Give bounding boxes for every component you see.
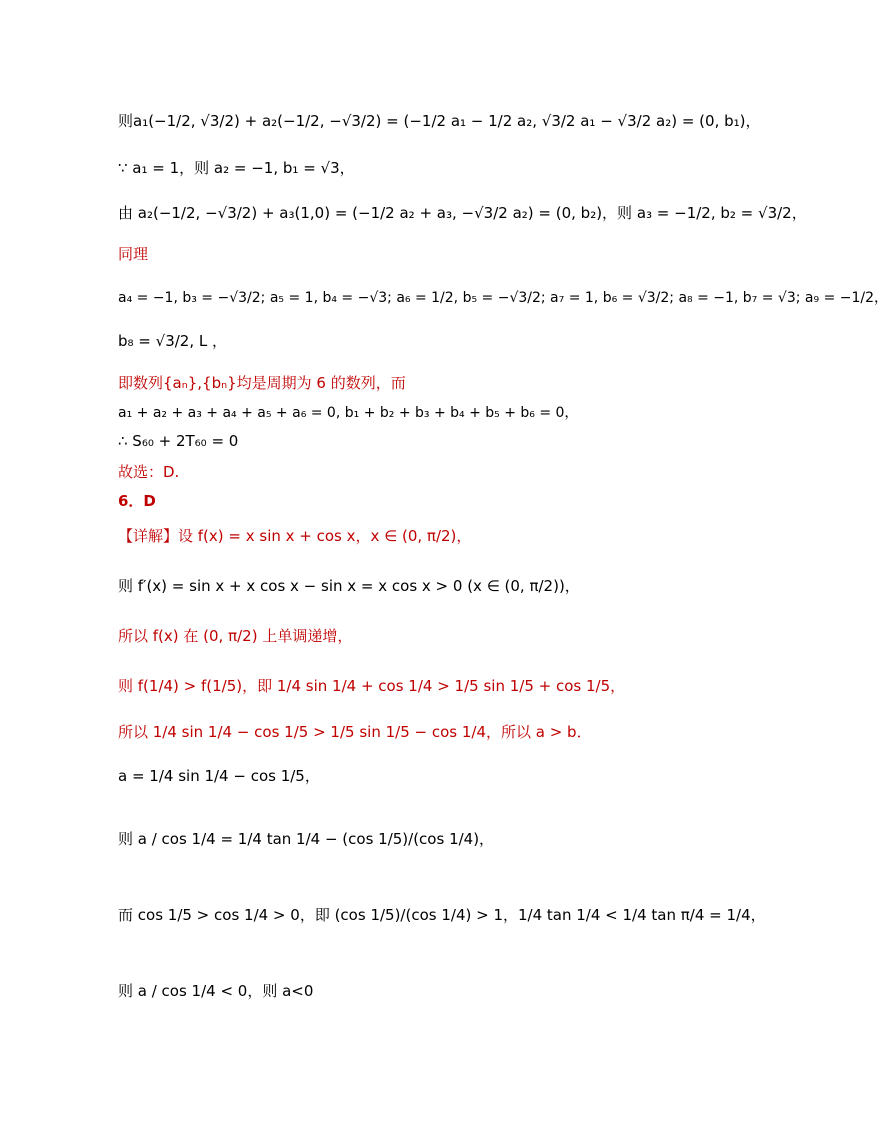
solution-line: 由 a₂(−1/2, −√3/2) + a₃(1,0) = (−1/2 a₂ + a₃, −√3/2 a₂) = (0, b₂)，则 a₃ = −1/2, b₂ = √3/2，	[118, 204, 807, 222]
solution-line: 【详解】设 f(x) = x sin x + cos x，x ∈ (0, π/2)，	[118, 527, 472, 545]
solution-line: 所以 f(x) 在 (0, π/2) 上单调递增，	[118, 627, 353, 645]
solution-line: ∴ S₆₀ + 2T₆₀ = 0	[118, 432, 239, 450]
solution-line: 而 cos 1/5 > cos 1/4 > 0，即 (cos 1/5)/(cos 1/4) > 1，1/4 tan 1/4 < 1/4 tan π/4 = 1/4，	[118, 906, 766, 924]
solution-line: 则 a / cos 1/4 < 0，则 a<0	[118, 982, 314, 1000]
answer-heading: 6．D	[118, 492, 156, 510]
solution-line: 故选：D.	[118, 463, 180, 481]
solution-line: 则 f(1/4) > f(1/5)，即 1/4 sin 1/4 + cos 1/4 > 1/5 sin 1/5 + cos 1/5，	[118, 677, 626, 695]
solution-line: 则a₁(−1/2, √3/2) + a₂(−1/2, −√3/2) = (−1/2 a₁ − 1/2 a₂, √3/2 a₁ − √3/2 a₂) = (0, b₁)，	[118, 112, 761, 130]
solution-line: 同理	[118, 245, 149, 263]
solution-line: a₄ = −1, b₃ = −√3/2; a₅ = 1, b₄ = −√3; a₆ = 1/2, b₅ = −√3/2; a₇ = 1, b₆ = √3/2; a₈ = −1, b₇ = √3; a₉ = −1/2，	[118, 290, 888, 306]
solution-line: a = 1/4 sin 1/4 − cos 1/5，	[118, 767, 320, 785]
solution-line: 即数列{aₙ},{bₙ}均是周期为 6 的数列，而	[118, 374, 406, 392]
solution-line: 所以 1/4 sin 1/4 − cos 1/5 > 1/5 sin 1/5 − cos 1/4，所以 a > b．	[118, 723, 592, 741]
solution-line: a₁ + a₂ + a₃ + a₄ + a₅ + a₆ = 0, b₁ + b₂ + b₃ + b₄ + b₅ + b₆ = 0，	[118, 405, 579, 421]
solution-line: 则 f′(x) = sin x + x cos x − sin x = x cos x > 0 (x ∈ (0, π/2))，	[118, 577, 580, 595]
solution-line: ∵ a₁ = 1，则 a₂ = −1, b₁ = √3，	[118, 159, 355, 177]
solution-line: b₈ = √3/2, L ，	[118, 332, 227, 350]
solution-line: 则 a / cos 1/4 = 1/4 tan 1/4 − (cos 1/5)/(cos 1/4)，	[118, 830, 495, 848]
